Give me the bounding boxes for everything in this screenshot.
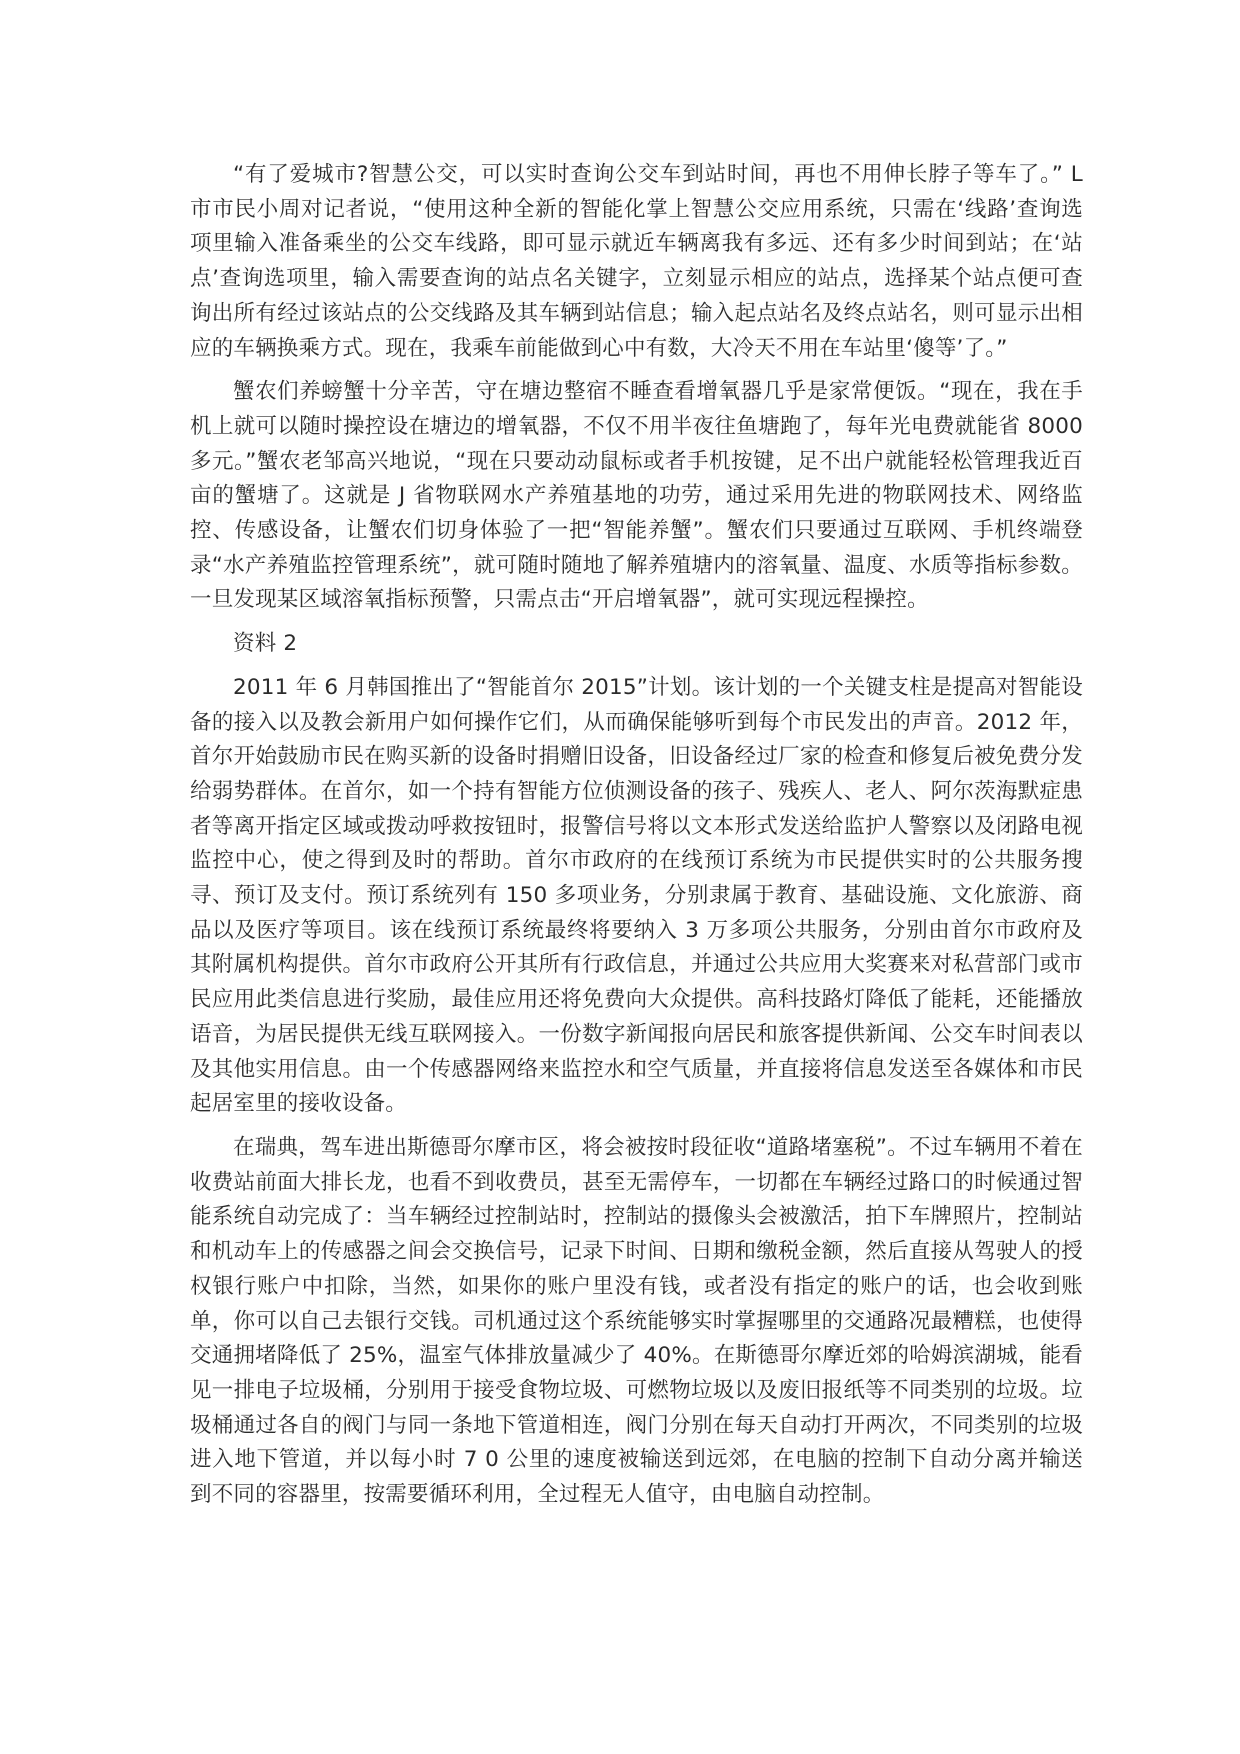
paragraph-smart-crab-farming: 蟹农们养螃蟹十分辛苦，守在塘边整宿不睡查看增氧器几乎是家常便饭。“现在，我在手机上就可以随时操控设在塘边的增氧器，不仅不用半夜往鱼塘跑了，每年光电费就能省 8000 多元。”蟹农老邹高兴地说，“现在只要动动鼠标或者手机按键，足不出户就能轻松管理我近百亩的蟹塘了。这就是 J 省物联网水产养殖基地的功劳，通过采用先进的物联网技术、网络监控、传感设备，让蟹农们切身体验了一把“智能养蟹”。蟹农们只要通过互联网、手机终端登录“水产养殖监控管理系统”，就可随时随地了解养殖塘内的溶氧量、温度、水质等指标参数。一旦发现某区域溶氧指标预警，只需点击“开启增氧器”，就可实现远程操控。 [190, 379, 1083, 613]
document-body [190, 158, 1083, 1513]
paragraph-stockholm: 在瑞典，驾车进出斯德哥尔摩市区，将会被按时段征收“道路堵塞税”。不过车辆用不着在收费站前面大排长龙，也看不到收费员，甚至无需停车，一切都在车辆经过路口的时候通过智能系统自动完成了：当车辆经过控制站时，控制站的摄像头会被激活，拍下车牌照片，控制站和机动车上的传感器之间会交换信号，记录下时间、日期和缴税金额，然后直接从驾驶人的授权银行账户中扣除，当然，如果你的账户里没有钱，或者没有指定的账户的话，也会收到账单，你可以自己去银行交钱。司机通过这个系统能够实时掌握哪里的交通路况最糟糕，也使得交通拥堵降低了 25%，温室气体排放量减少了 40%。在斯德哥尔摩近郊的哈姆滨湖城，能看见一排电子垃圾桶，分别用于接受食物垃圾、可燃物垃圾以及废旧报纸等不同类别的垃圾。垃圾桶通过各自的阀门与同一条地下管道相连，阀门分别在每天自动打开两次，不同类别的垃圾进入地下管道，并以每小时 7 0 公里的速度被输送到远郊，在电脑的控制下自动分离并输送到不同的容器里，按需要循环利用，全过程无人值守，由电脑自动控制。 [190, 1134, 1083, 1508]
section-heading-material-2: 资料 2 [233, 631, 298, 657]
paragraph-smart-bus: “有了爱城市?智慧公交，可以实时查询公交车到站时间，再也不用伸长脖子等车了。” L 市市民小周对记者说，“使用这种全新的智能化掌上智慧公交应用系统，只需在‘线路’查询选项里输入准备乘坐的公交车线路，即可显示就近车辆离我有多远、还有多少时间到站；在‘站点’查询选项里，输入需要查询的站点名关键字，立刻显示相应的站点，选择某个站点便可查询出所有经过该站点的公交线路及其车辆到站信息；输入起点站名及终点站名，则可显示出相应的车辆换乘方式。现在，我乘车前能做到心中有数，大冷天不用在车站里‘傻等’了。” [190, 162, 1083, 361]
paragraph-smart-seoul: 2011 年 6 月韩国推出了“智能首尔 2015”计划。该计划的一个关键支柱是提高对智能设备的接入以及教会新用户如何操作它们，从而确保能够听到每个市民发出的声音。2012 年，首尔开始鼓励市民在购买新的设备时捐赠旧设备，旧设备经过厂家的检查和修复后被免费分发给弱势群体。在首尔，如一个持有智能方位侦测设备的孩子、残疾人、老人、阿尔茨海默症患者等离开指定区域或拨动呼救按钮时，报警信号将以文本形式发送给监护人警察以及闭路电视监控中心，使之得到及时的帮助。首尔市政府的在线预订系统为市民提供实时的公共服务搜寻、预订及支付。预订系统列有 150 多项业务，分别隶属于教育、基础设施、文化旅游、商品以及医疗等项目。该在线预订系统最终将要纳入 3 万多项公共服务，分别由首尔市政府及其附属机构提供。首尔市政府公开其所有行政信息，并通过公共应用大奖赛来对私营部门或市民应用此类信息进行奖励，最佳应用还将免费向大众提供。高科技路灯降低了能耗，还能播放语音，为居民提供无线互联网接入。一份数字新闻报向居民和旅客提供新闻、公交车时间表以及其他实用信息。由一个传感器网络来监控水和空气质量，并直接将信息发送至各媒体和市民起居室里的接收设备。 [190, 674, 1083, 1117]
